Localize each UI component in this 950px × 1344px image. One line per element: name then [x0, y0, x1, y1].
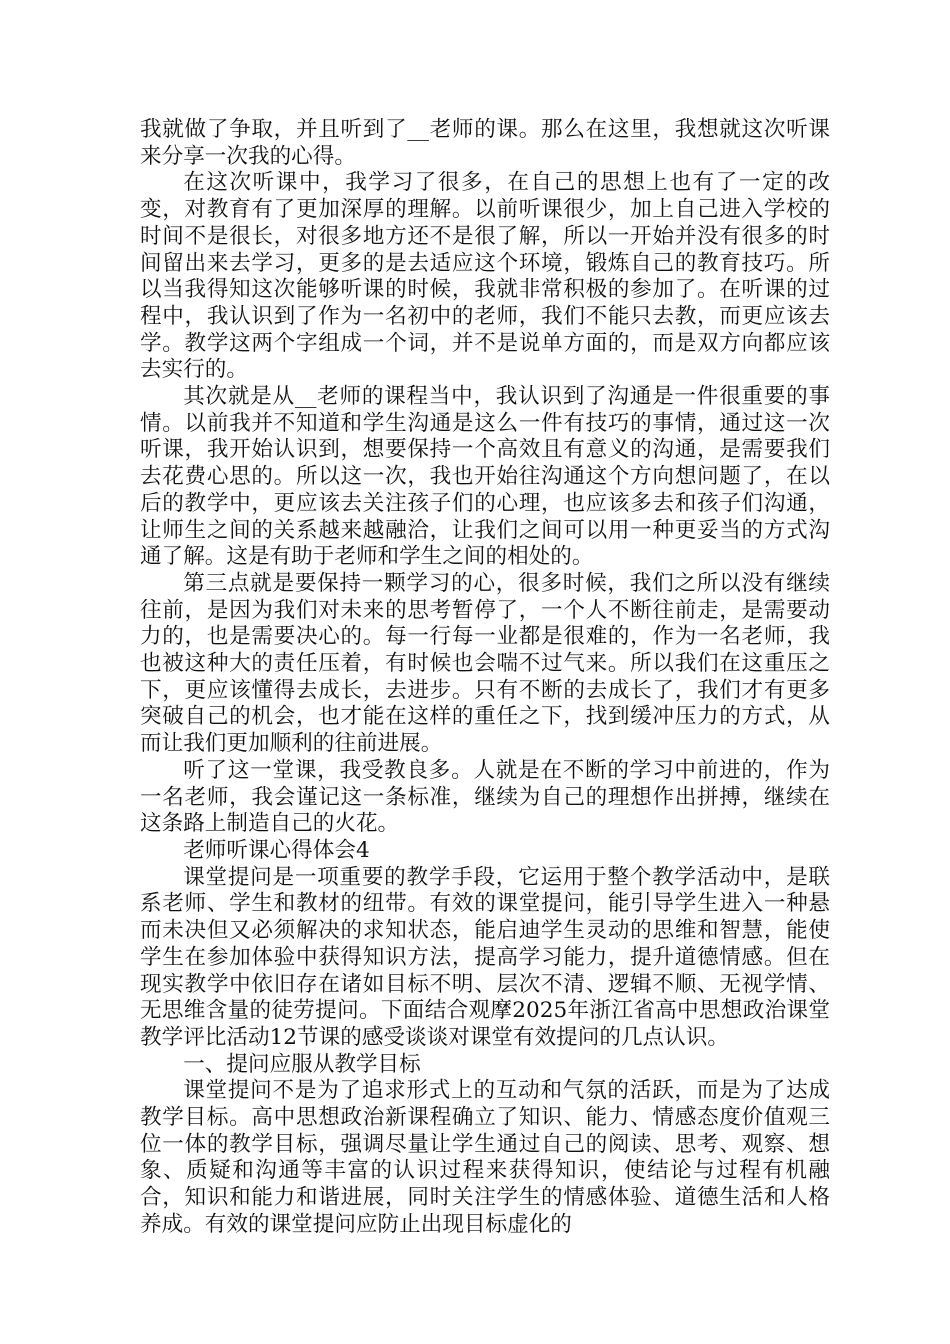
paragraph-communication: 其次就是从__老师的课程当中，我认识到了沟通是一件很重要的事情。以前我并不知道和学生沟通是这么一件有技巧的事情，通过这一次听课，我开始认识到，想要保持一个高效且有意义的沟通，是需要我们去花费心思的。所以这一次，我也开始往沟通这个方向想问题了，在以后的教学中，更应该去关注孩子们的心理，也应该多去和孩子们沟通，让师生之间的关系越来越融洽，让我们之间可以用一种更妥当的方式沟通了解。这是有助于老师和学生之间的相处的。	[140, 384, 830, 570]
paragraph-classroom-questioning: 课堂提问是一项重要的教学手段，它运用于整个教学活动中，是联系老师、学生和教材的纽带。有效的课堂提问，能引导学生进入一种悬而未决但又必须解决的求知状态，能启迪学生灵动的思维和智慧，能使学生在参加体验中获得知识方法，提高学习能力，提升道德情感。但在现实教学中依旧存在诸如目标不明、层次不清、逻辑不顺、无视学情、无思维含量的徒劳提问。下面结合观摩2025年浙江省高中思想政治课堂教学评比活动12节课的感受谈谈对课堂有效提问的几点认识。	[140, 864, 830, 1050]
paragraph-continuation: 我就做了争取，并且听到了__老师的课。那么在这里，我想就这次听课来分享一次我的心得。	[140, 117, 830, 169]
document-body	[140, 117, 830, 1239]
paragraph-learning-change: 在这次听课中，我学习了很多，在自己的思想上也有了一定的改变，对教育有了更加深厚的理解。以前听课很少，加上自己进入学校的时间不是很长，对很多地方还不是很了解，所以一开始并没有很多的时间留出来去学习，更多的是去适应这个环境，锻炼自己的教育技巧。所以当我得知这次能够听课的时候，我就非常积极的参加了。在听课的过程中，我认识到了作为一名初中的老师，我们不能只去教，而更应该去学。教学这两个字组成一个词，并不是说单方面的，而是双方向都应该去实行的。	[140, 170, 830, 383]
paragraph-teaching-goal: 课堂提问不是为了追求形式上的互动和气氛的活跃，而是为了达成教学目标。高中思想政治新课程确立了知识、能力、情感态度价值观三位一体的教学目标，强调尽量让学生通过自己的阅读、思考、观察、想象、质疑和沟通等丰富的认识过程来获得知识，使结论与过程有机融合，知识和能力和谐进展，同时关注学生的情感体验、道德生活和人格养成。有效的课堂提问应防止出现目标虚化的	[140, 1078, 830, 1237]
paragraph-conclusion: 听了这一堂课，我受教良多。人就是在不断的学习中前进的，作为一名老师，我会谨记这一条标准，继续为自己的理想作出拼搏，继续在这条路上制造自己的火花。	[140, 757, 830, 837]
subheading-teaching-goal: 一、提问应服从教学目标	[183, 1051, 421, 1077]
paragraph-learning-heart: 第三点就是要保持一颗学习的心，很多时候，我们之所以没有继续往前，是因为我们对未来的思考暂停了，一个人不断往前走，是需要动力的，也是需要决心的。每一行每一业都是很难的，作为一名老师，我也被这种大的责任压着，有时候也会喘不过气来。所以我们在这重压之下，更应该懂得去成长，去进步。只有不断的去成长了，我们才有更多突破自己的机会，也才能在这样的重任之下，找到缓冲压力的方式，从而让我们更加顺利的往前进展。	[140, 570, 830, 757]
section-heading-4: 老师听课心得体会4	[183, 837, 370, 863]
